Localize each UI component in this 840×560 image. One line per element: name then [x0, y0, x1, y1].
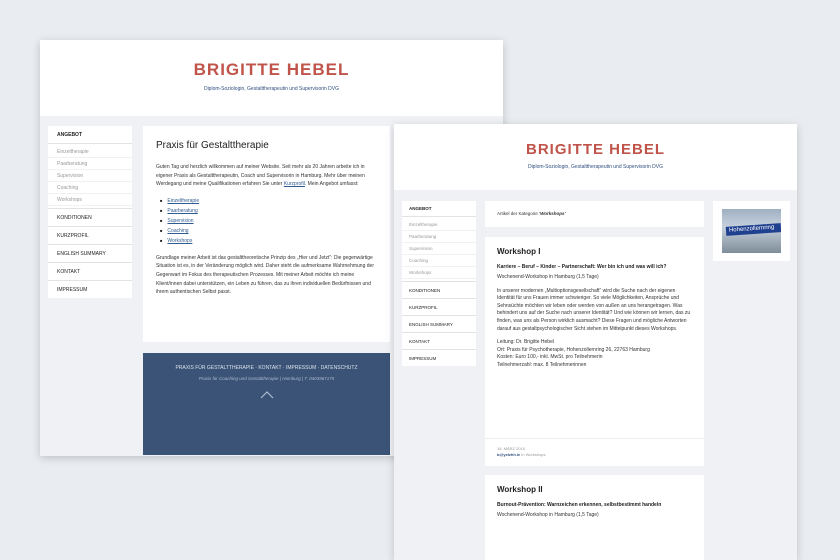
nav-subgroup: [48, 144, 132, 208]
nav-item-kurzprofil-2[interactable]: KURZPROFIL: [402, 298, 476, 315]
post-category[interactable]: Workshops: [525, 452, 546, 457]
nav-item-english-summary-2[interactable]: ENGLISH SUMMARY: [402, 315, 476, 332]
site-brand-2[interactable]: BRIGITTE HEBEL: [525, 141, 665, 158]
intro-text: Guten Tag und herzlich willkommen auf meiner Website. Seit mehr als 20 Jahren arbeite ich in eigener Praxis als Gestalttherapeutin, Coach und Supervisorin in Hamburg. Mehr über meinen Werdegang und meine Qualifikationen erfahren Sie unter: [156, 164, 365, 188]
page-title: Praxis für Gestalttherapie: [156, 140, 269, 151]
post-format-2: Wochenend-Workshop in Hamburg (1,5 Tage): [497, 512, 599, 518]
offer-link-coaching[interactable]: ■ Coaching: [160, 226, 377, 236]
post-workshop-2: [485, 475, 704, 560]
category-name: 'Workshops': [539, 211, 566, 216]
nav-item-impressum[interactable]: IMPRESSUM: [48, 280, 132, 298]
site-footer: [143, 353, 390, 455]
offer-link-supervision[interactable]: ■ Supervision: [160, 216, 377, 226]
post-body: In unserer modernen „Multioptionsgesellschaft“ wird die Suche nach der eigenen Identität für uns Frauen immer schwieriger. So viele Möglichkeiten, Ansprüche und Sehnsüchte möchten wir leben oder werden von außen an uns herangetragen. Was behindert uns auf der Suche nach unserer Identität? Und wie können wir lernen, das zu finden, was uns als Person wirklich ausmacht? Diese Fragen und mögliche Antworten darauf aus gestaltpsychologischer Sicht stehen im Mittelpunkt dieses Workshops.: [497, 287, 691, 332]
chevron-up-icon[interactable]: [143, 391, 390, 402]
offer-link-workshops[interactable]: ■ Workshops: [160, 236, 377, 246]
post-subtitle: Karriere – Beruf – Kinder – Partnerschaft: Wer bin ich und was will ich?: [497, 264, 667, 270]
offer-link-einzeltherapie[interactable]: ■ Einzeltherapie: [160, 196, 377, 206]
post-byline: b@yelzhh.le in Workshops: [497, 452, 546, 457]
nav-sub-paarberatung-2[interactable]: Paarberatung: [402, 231, 476, 243]
site-tagline-2: Diplom-Soziologin, Gestalttherapeutin und Supervisorin DVG: [527, 164, 664, 170]
post-title-2[interactable]: Workshop II: [497, 485, 543, 494]
sidebar-nav-2: [402, 201, 476, 366]
nav-item-english-summary[interactable]: ENGLISH SUMMARY: [48, 244, 132, 262]
post-subtitle-2: Burnout-Prävention: Warnzeichen erkennen, selbstbestimmt handeln: [497, 502, 662, 508]
nav-sub-einzeltherapie-2[interactable]: Einzeltherapie: [402, 219, 476, 231]
nav-sub-einzeltherapie[interactable]: Einzeltherapie: [48, 146, 132, 158]
sidebar-image: [713, 201, 790, 261]
nav-sub-supervision[interactable]: Supervision: [48, 170, 132, 182]
nav-item-angebot[interactable]: ANGEBOT: [48, 126, 132, 144]
nav-subgroup-2: [402, 217, 476, 281]
nav-sub-supervision-2[interactable]: Supervision: [402, 243, 476, 255]
nav-sub-coaching[interactable]: Coaching: [48, 182, 132, 194]
site-brand[interactable]: BRIGITTE HEBEL: [193, 60, 350, 79]
workshops-window: [394, 124, 797, 560]
nav-item-kontakt-2[interactable]: KONTAKT: [402, 332, 476, 349]
site-header: [40, 40, 503, 116]
street-sign-photo: [722, 209, 781, 253]
post-date: 16. MÄRZ 2015: [497, 446, 526, 451]
nav-item-kontakt[interactable]: KONTAKT: [48, 262, 132, 280]
site-tagline: Diplom-Soziologin, Gestalttherapeutin und Supervisorin DVG: [203, 86, 340, 92]
post-lead: Leitung: Dr. Brigitte Hebel: [497, 339, 554, 346]
nav-item-kurzprofil[interactable]: KURZPROFIL: [48, 226, 132, 244]
sidebar-nav: [48, 126, 132, 298]
offer-link-paarberatung[interactable]: ■ Paarberatung: [160, 206, 377, 216]
post-title[interactable]: Workshop I: [497, 247, 541, 256]
post-details: [497, 339, 692, 369]
intro-text-end: . Mein Angebot umfasst:: [304, 181, 359, 188]
nav-item-konditionen[interactable]: KONDITIONEN: [48, 208, 132, 226]
post-meta: [485, 438, 704, 466]
nav-sub-coaching-2[interactable]: Coaching: [402, 255, 476, 267]
post-author[interactable]: b@yelzhh.le: [497, 452, 521, 457]
nav-sub-workshops-2[interactable]: Workshops: [402, 267, 476, 279]
post-place: Ort: Praxis für Psychotherapie, Hohenzollernring 26, 22763 Hamburg: [497, 346, 650, 353]
offer-list: [160, 196, 377, 246]
post-participants: Teilnehmerzahl: max. 8 Teilnehmerinnen: [497, 361, 587, 368]
home-content: [143, 126, 390, 342]
intro-paragraph: [156, 163, 377, 189]
nav-item-angebot-2[interactable]: ANGEBOT: [402, 201, 476, 217]
nav-sub-workshops[interactable]: Workshops: [48, 194, 132, 206]
nav-item-impressum-2[interactable]: IMPRESSUM: [402, 349, 476, 366]
body-paragraph: Grundlage meiner Arbeit ist das gestalttheoretische Prinzip des „Hier und Jetzt“: Die gegenwärtige Situation ist es, in der Veränderung möglich wird. Daher steht die aufmerksame Wahrnehmung der Gegenwart im Fokus des therapeutischen Prozesses. Mit meiner Arbeit möchte ich meine Klient/innen dabei unterstützen, ein Leben zu führen, das zu ihren individuellen Bedürfnissen und ihrem authentischen Selbst passt.: [156, 254, 374, 296]
post-cost: Kosten: Euro 100,- inkl. MwSt. pro Teilnehmerin: [497, 354, 603, 361]
site-header-2: [394, 124, 797, 190]
post-format: Wochenend-Workshop in Hamburg (1,5 Tage): [497, 274, 599, 280]
category-heading: [485, 201, 704, 227]
footer-links[interactable]: PRAXIS FÜR GESTALTTHERAPIE · KONTAKT · IMPRESSUM · DATENSCHUTZ: [175, 365, 358, 371]
kurzprofil-link[interactable]: Kurzprofil: [283, 181, 305, 188]
category-prefix: Artikel der Kategorie: [497, 211, 540, 216]
post-workshop-1: [485, 237, 704, 466]
nav-item-konditionen-2[interactable]: KONDITIONEN: [402, 281, 476, 298]
nav-sub-paarberatung[interactable]: Paarberatung: [48, 158, 132, 170]
street-sign: Hohenzollernring: [726, 223, 781, 236]
footer-contact: Praxis für Coaching und Gestalttherapie | Hamburg | T. 0403967175: [198, 376, 335, 381]
